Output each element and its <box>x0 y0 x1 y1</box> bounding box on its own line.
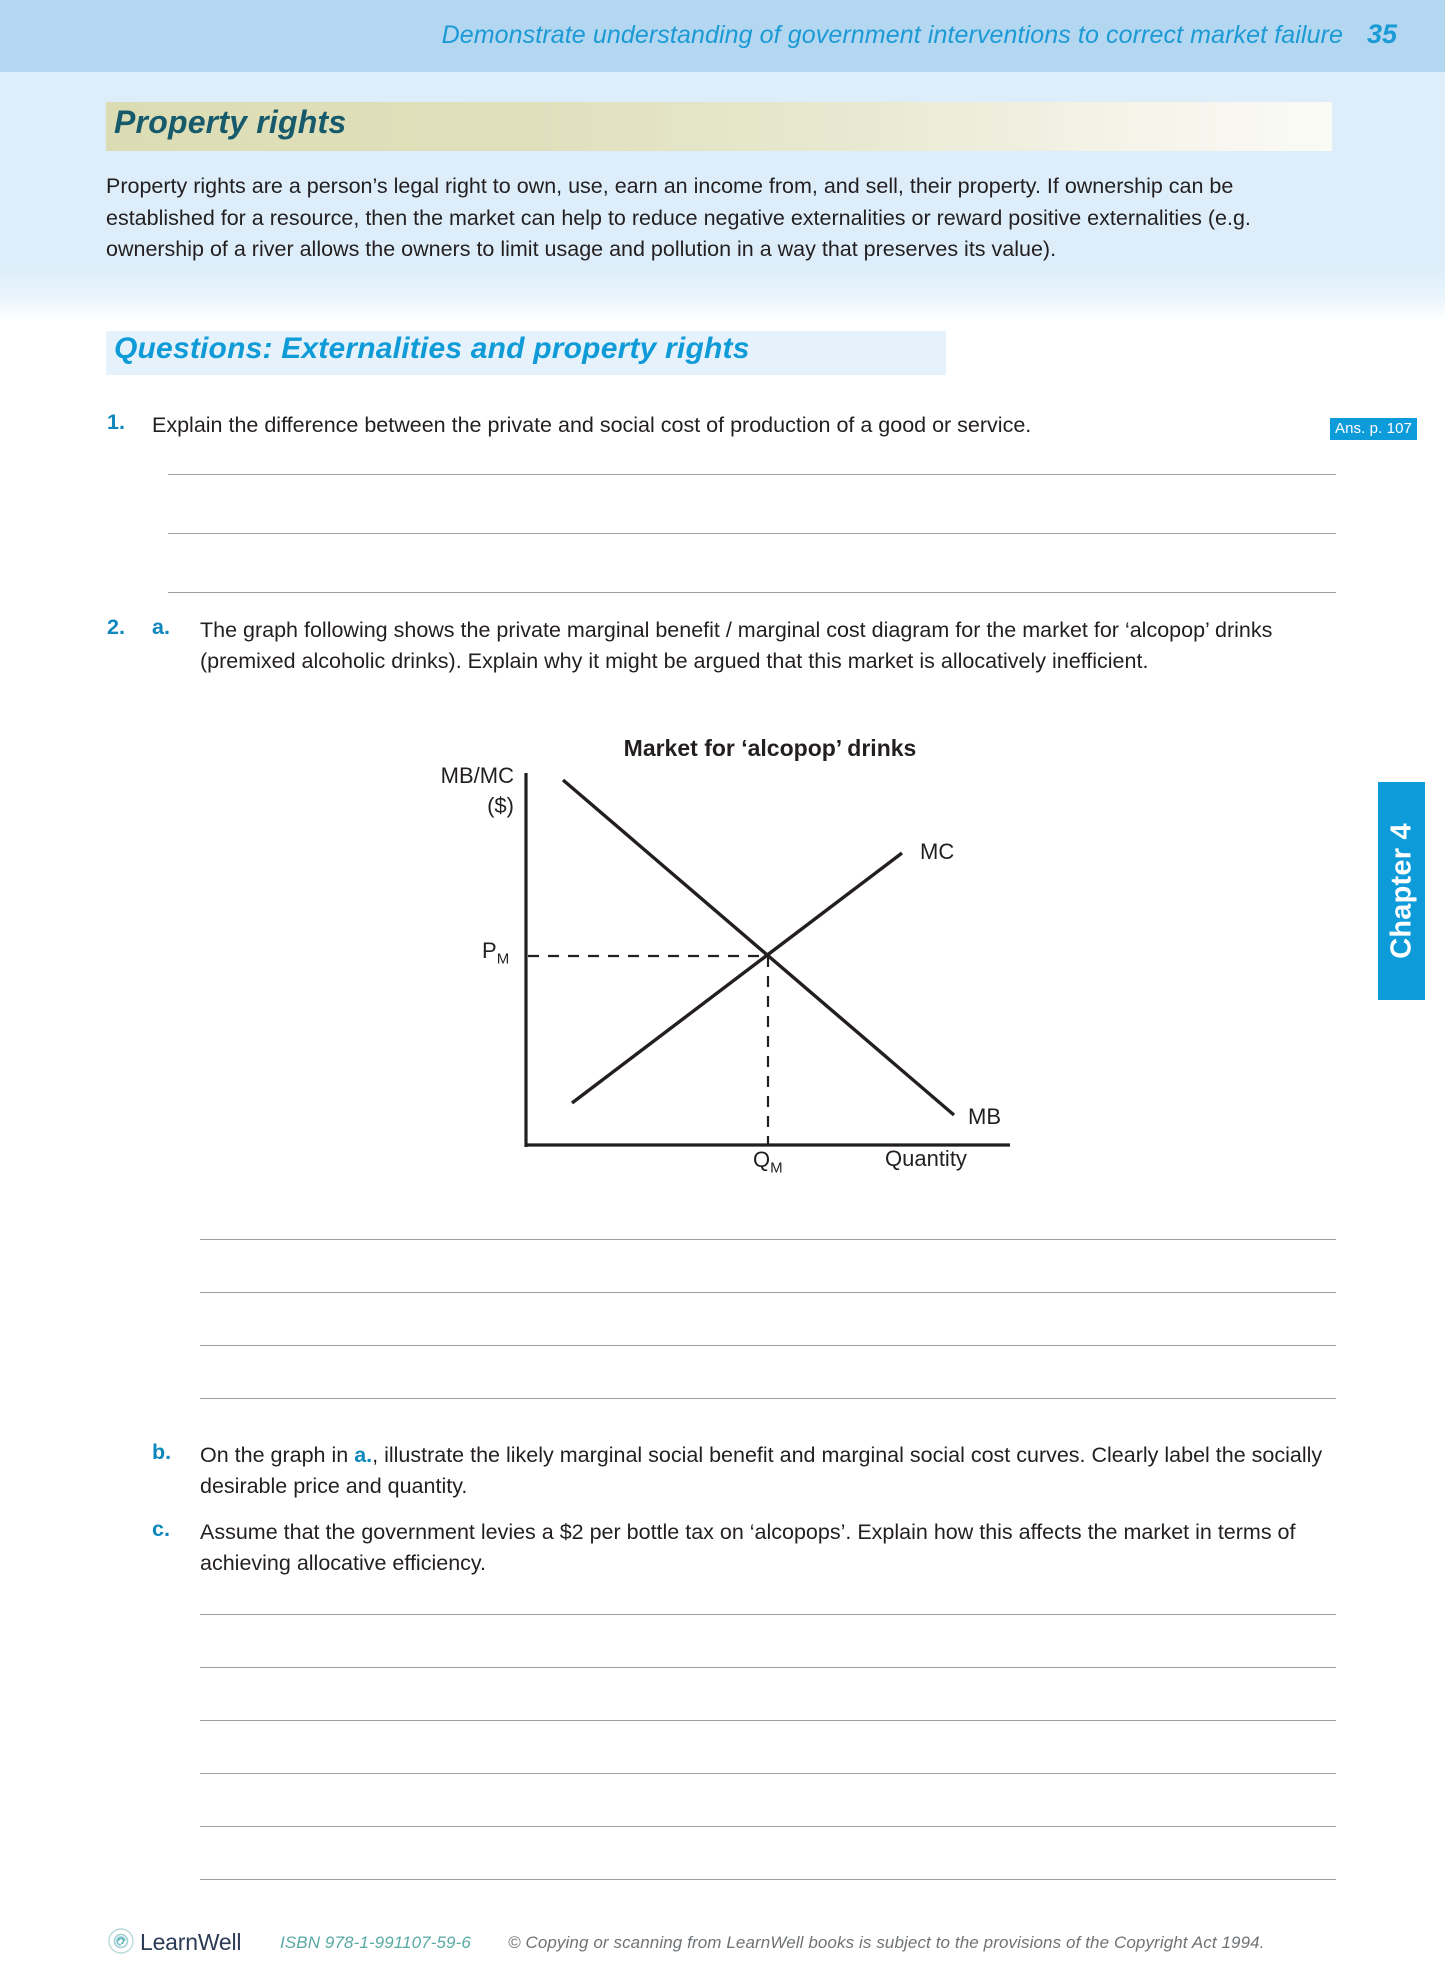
mc-curve-label: MC <box>920 839 955 864</box>
answer-line[interactable] <box>200 1879 1336 1880</box>
y-axis-label: MB/MC <box>440 763 514 788</box>
answer-line[interactable] <box>200 1292 1336 1293</box>
section-heading: Property rights <box>114 104 347 140</box>
equilibrium-price-label: $P_M$ <box>482 938 510 968</box>
answer-line[interactable] <box>168 533 1336 534</box>
answer-line[interactable] <box>200 1667 1336 1668</box>
chapter-tab[interactable] <box>1378 782 1425 1000</box>
market-for-alcopop-drinks-chart <box>430 735 1110 1205</box>
x-axis-label: Quantity <box>885 1146 967 1171</box>
question-2b-letter: b. <box>152 1440 172 1464</box>
chart-title: Market for ‘alcopop’ drinks <box>623 735 917 761</box>
question-2c-letter: c. <box>152 1517 170 1541</box>
footer-isbn: ISBN 978-1-991107-59-6 <box>280 1933 471 1952</box>
question-2a-text: The graph following shows the private marginal benefit / marginal cost diagram for the market for ‘alcopop’ drinks (premixed alcoholic drinks). Explain why it might be argued that this market is allocatively inefficient. <box>200 618 1273 673</box>
answer-line[interactable] <box>200 1239 1336 1240</box>
question-2c-text: Assume that the government levies a $2 per bottle tax on ‘alcopops’. Explain how this affects the market in terms of achieving allocative efficiency. <box>200 1520 1296 1575</box>
answer-line[interactable] <box>200 1773 1336 1774</box>
chapter-tab-label: Chapter 4 <box>1385 823 1417 959</box>
page-number: 35 <box>1366 19 1397 49</box>
mc-curve <box>572 853 902 1103</box>
question-2-number: 2. <box>107 615 125 639</box>
answer-line[interactable] <box>200 1826 1336 1827</box>
answer-line[interactable] <box>200 1614 1336 1615</box>
question-1-number: 1. <box>107 410 125 434</box>
answer-line[interactable] <box>168 592 1336 593</box>
learnwell-spiral-logo-icon <box>108 1928 134 1954</box>
answer-line[interactable] <box>200 1398 1336 1399</box>
question-2a-letter: a. <box>152 615 170 639</box>
equilibrium-quantity-label: $Q_M$ <box>753 1147 783 1177</box>
question-2b-text: On the graph in a., illustrate the likely marginal social benefit and marginal social cost curves. Clearly label the socially desirable price and quantity. <box>200 1443 1323 1498</box>
running-head-title: Demonstrate understanding of government interventions to correct market failure <box>441 21 1343 49</box>
footer-copyright: © Copying or scanning from LearnWell books is subject to the provisions of the Copyright Act 1994. <box>508 1933 1265 1952</box>
questions-heading: Questions: Externalities and property rights <box>114 332 750 365</box>
chart-svg <box>430 735 1110 1205</box>
answer-line[interactable] <box>168 474 1336 475</box>
answer-line[interactable] <box>200 1345 1336 1346</box>
answer-page-badge[interactable]: Ans. p. 107 <box>1330 418 1417 440</box>
footer-brand: LearnWell <box>140 1929 242 1955</box>
question-1-text: Explain the difference between the private and social cost of production of a good or service. <box>152 413 1032 437</box>
mb-curve-label: MB <box>968 1104 1001 1129</box>
answer-line[interactable] <box>200 1720 1336 1721</box>
section-body-text: Property rights are a person’s legal right to own, use, earn an income from, and sell, their property. If ownership can be established for a resource, then the market can help to reduce negative externalities or reward positive externalities (e.g. ownership of a river allows the owners to limit usage and pollution in a way that preserves its value). <box>106 174 1251 261</box>
y-axis-unit-label: ($) <box>487 793 514 818</box>
